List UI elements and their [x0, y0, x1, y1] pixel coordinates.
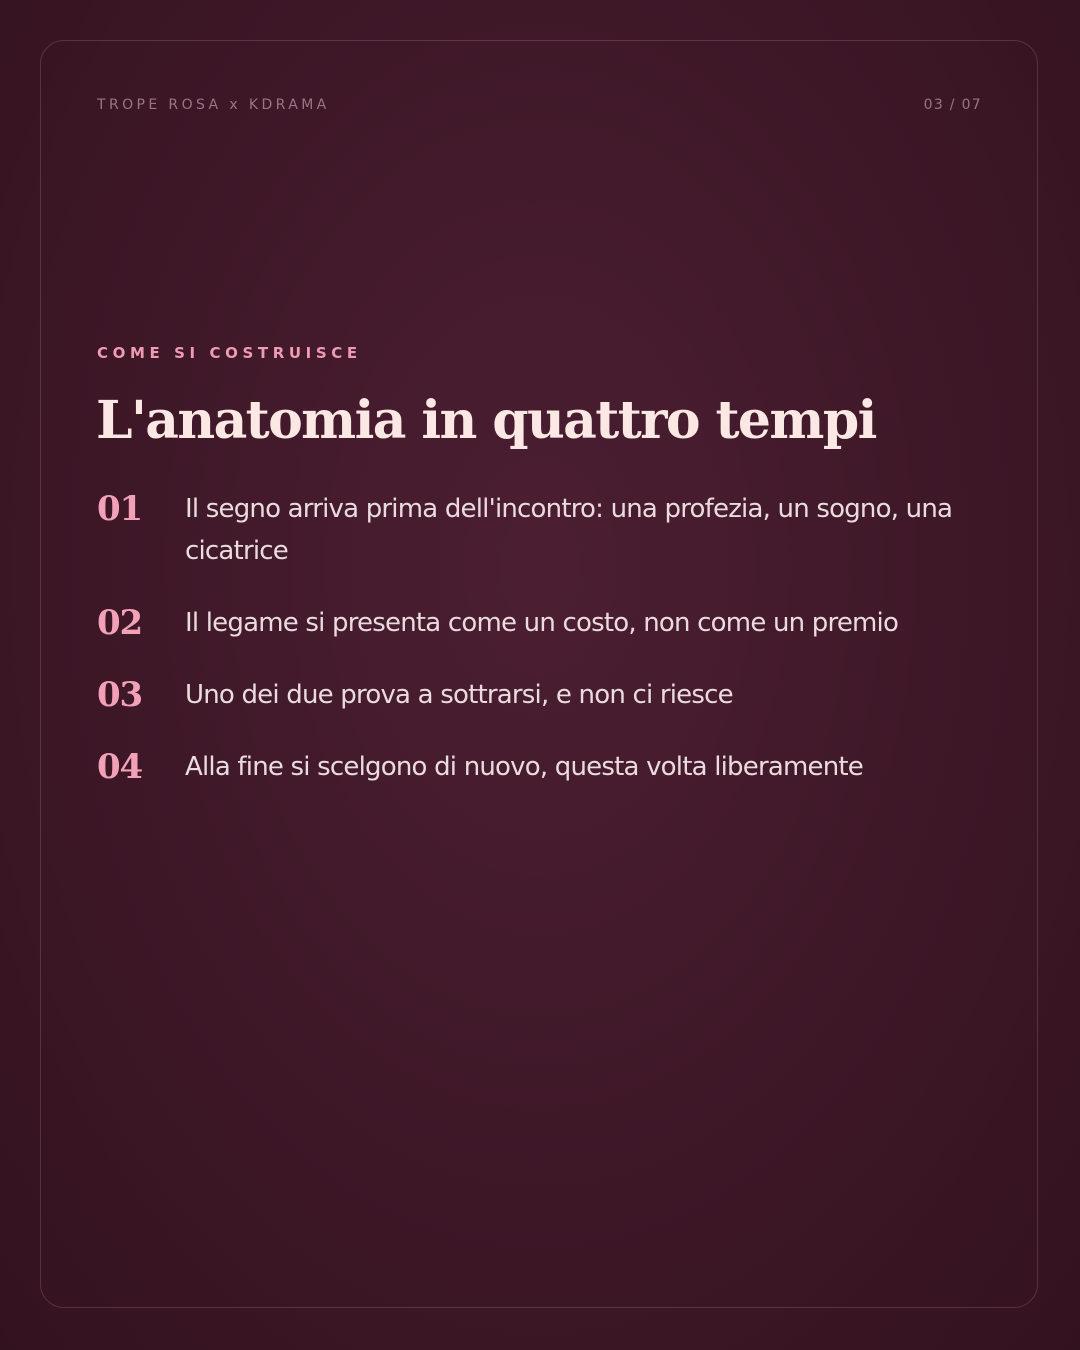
step-text: Alla fine si scelgono di nuovo, questa volta liberamente — [185, 752, 863, 782]
steps-list — [97, 488, 987, 818]
step-number: 03 — [97, 675, 142, 715]
step-item — [97, 602, 987, 644]
step-number: 02 — [97, 603, 142, 643]
step-text: Il legame si presenta come un costo, non come un premio — [185, 608, 899, 638]
step-item — [97, 746, 987, 788]
brand-label: TROPE ROSA x KDRAMA — [97, 97, 330, 113]
step-text: Uno dei due prova a sottrarsi, e non ci riesce — [185, 680, 733, 710]
page-indicator: 03 / 07 — [923, 97, 982, 113]
step-text: Il segno arriva prima dell'incontro: una profezia, un sogno, una cicatrice — [185, 494, 953, 566]
step-number: 04 — [97, 747, 142, 787]
step-number: 01 — [97, 489, 142, 529]
step-item — [97, 488, 987, 572]
step-item — [97, 674, 987, 716]
section-eyebrow: COME SI COSTRUISCE — [97, 344, 362, 362]
page-title: L'anatomia in quattro tempi — [96, 390, 876, 451]
